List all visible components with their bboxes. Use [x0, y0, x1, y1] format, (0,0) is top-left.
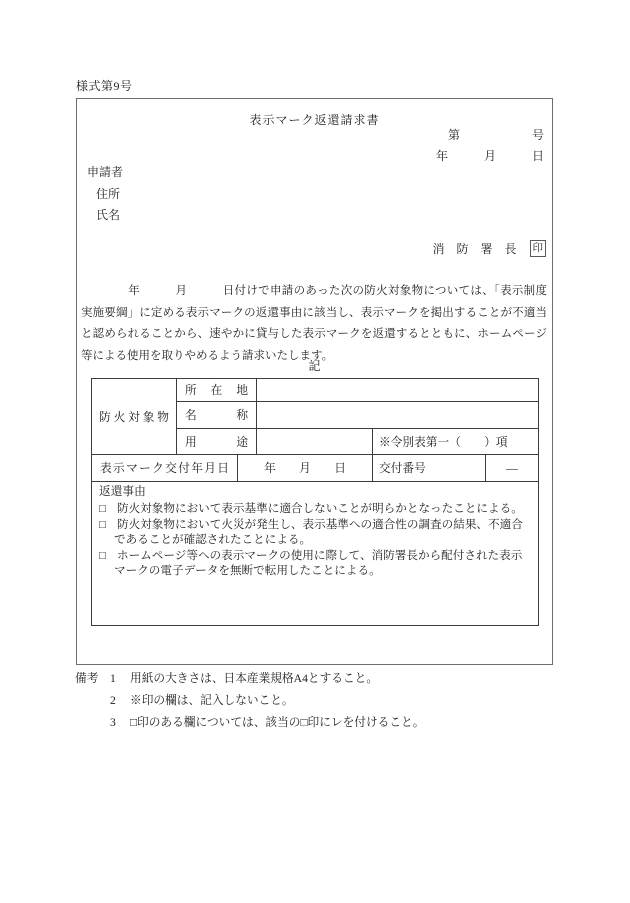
- note-text: ※印の欄は、記入しないこと。: [130, 693, 294, 707]
- notes-section: [75, 668, 424, 733]
- applicant-name-label: 氏名: [96, 208, 121, 222]
- form-number: 様式第9号: [76, 79, 133, 93]
- reason-item: [99, 548, 532, 579]
- paragraph-line: と認められることから、速やかに貸与した表示マークを返還するとともに、ホームページ: [81, 328, 547, 341]
- paragraph-line: 等による使用を取りやめるよう請求いたします。: [81, 350, 334, 363]
- fire-object-label-cell: 防火対象物: [92, 379, 177, 455]
- reason-text: であることが確認されたことによる。: [114, 533, 312, 547]
- use-label-cell: 用途: [177, 429, 257, 455]
- fire-chief-label: 消 防 署 長: [432, 242, 517, 256]
- reason-item: [99, 517, 532, 548]
- document-title: 表示マーク返還請求書: [249, 113, 380, 127]
- body-paragraph: [81, 281, 547, 368]
- ki-heading: 記: [308, 359, 321, 373]
- issue-number-value-cell[interactable]: ―: [486, 455, 539, 482]
- issue-number-label-cell: 交付番号: [373, 455, 486, 482]
- addressee-row: [432, 240, 546, 257]
- document-date-line: 年 月 日: [435, 149, 544, 163]
- location-label-cell: 所在地: [177, 379, 257, 402]
- issue-date-value-cell[interactable]: 年 月 日: [238, 455, 373, 482]
- reason-text: 防火対象物において火災が発生し、表示基準への適合性の調査の結果、不適合: [117, 517, 523, 531]
- paragraph-line: 実施要綱」に定める表示マークの返還事由に該当し、表示マークを掲出することが不適当: [81, 306, 547, 319]
- note-number: 1: [110, 672, 116, 685]
- note-number: 3: [110, 715, 116, 729]
- note-text: 用紙の大きさは、日本産業規格A4とすること。: [130, 672, 379, 685]
- name-label-cell: 名称: [177, 402, 257, 429]
- paragraph-line: 年 月 日付けで申請のあった次の防火対象物については、「表示制度: [81, 285, 547, 297]
- note-row: [75, 668, 424, 690]
- use-note-cell: ※令別表第一（ ）項: [373, 429, 539, 455]
- applicant-address-label: 住所: [96, 187, 121, 201]
- checkbox-icon[interactable]: □: [99, 517, 107, 531]
- return-reasons-label: 返還事由: [99, 485, 146, 498]
- note-row: [75, 712, 424, 734]
- reason-text: 防火対象物において表示基準に適合しないことが明らかとなったことによる。: [117, 502, 523, 515]
- reason-text: マークの電子データを無断で転用したことによる。: [114, 564, 381, 578]
- form-table: [91, 378, 539, 626]
- reason-item: [99, 501, 532, 517]
- issue-date-label-cell: 表示マーク交付年月日: [92, 455, 238, 482]
- notes-label: 備考: [75, 672, 99, 685]
- name-input-cell[interactable]: [257, 402, 539, 429]
- checkbox-icon[interactable]: □: [99, 502, 107, 515]
- note-row: [75, 690, 424, 712]
- location-input-cell[interactable]: [257, 379, 539, 402]
- applicant-label: 申請者: [87, 165, 124, 179]
- form-outer-box: [76, 98, 553, 665]
- reason-text: ホームページ等への表示マークの使用に際して、消防署長から配付された表示: [117, 548, 523, 562]
- seal-stamp-box: 印: [530, 240, 547, 257]
- note-number: 2: [110, 693, 116, 707]
- checkbox-icon[interactable]: □: [99, 548, 107, 562]
- return-reasons-cell: [92, 482, 539, 626]
- note-text: □印のある欄については、該当の□印にレを付けること。: [130, 715, 425, 729]
- use-input-cell[interactable]: [257, 429, 373, 455]
- document-number-line: 第 号: [447, 128, 544, 142]
